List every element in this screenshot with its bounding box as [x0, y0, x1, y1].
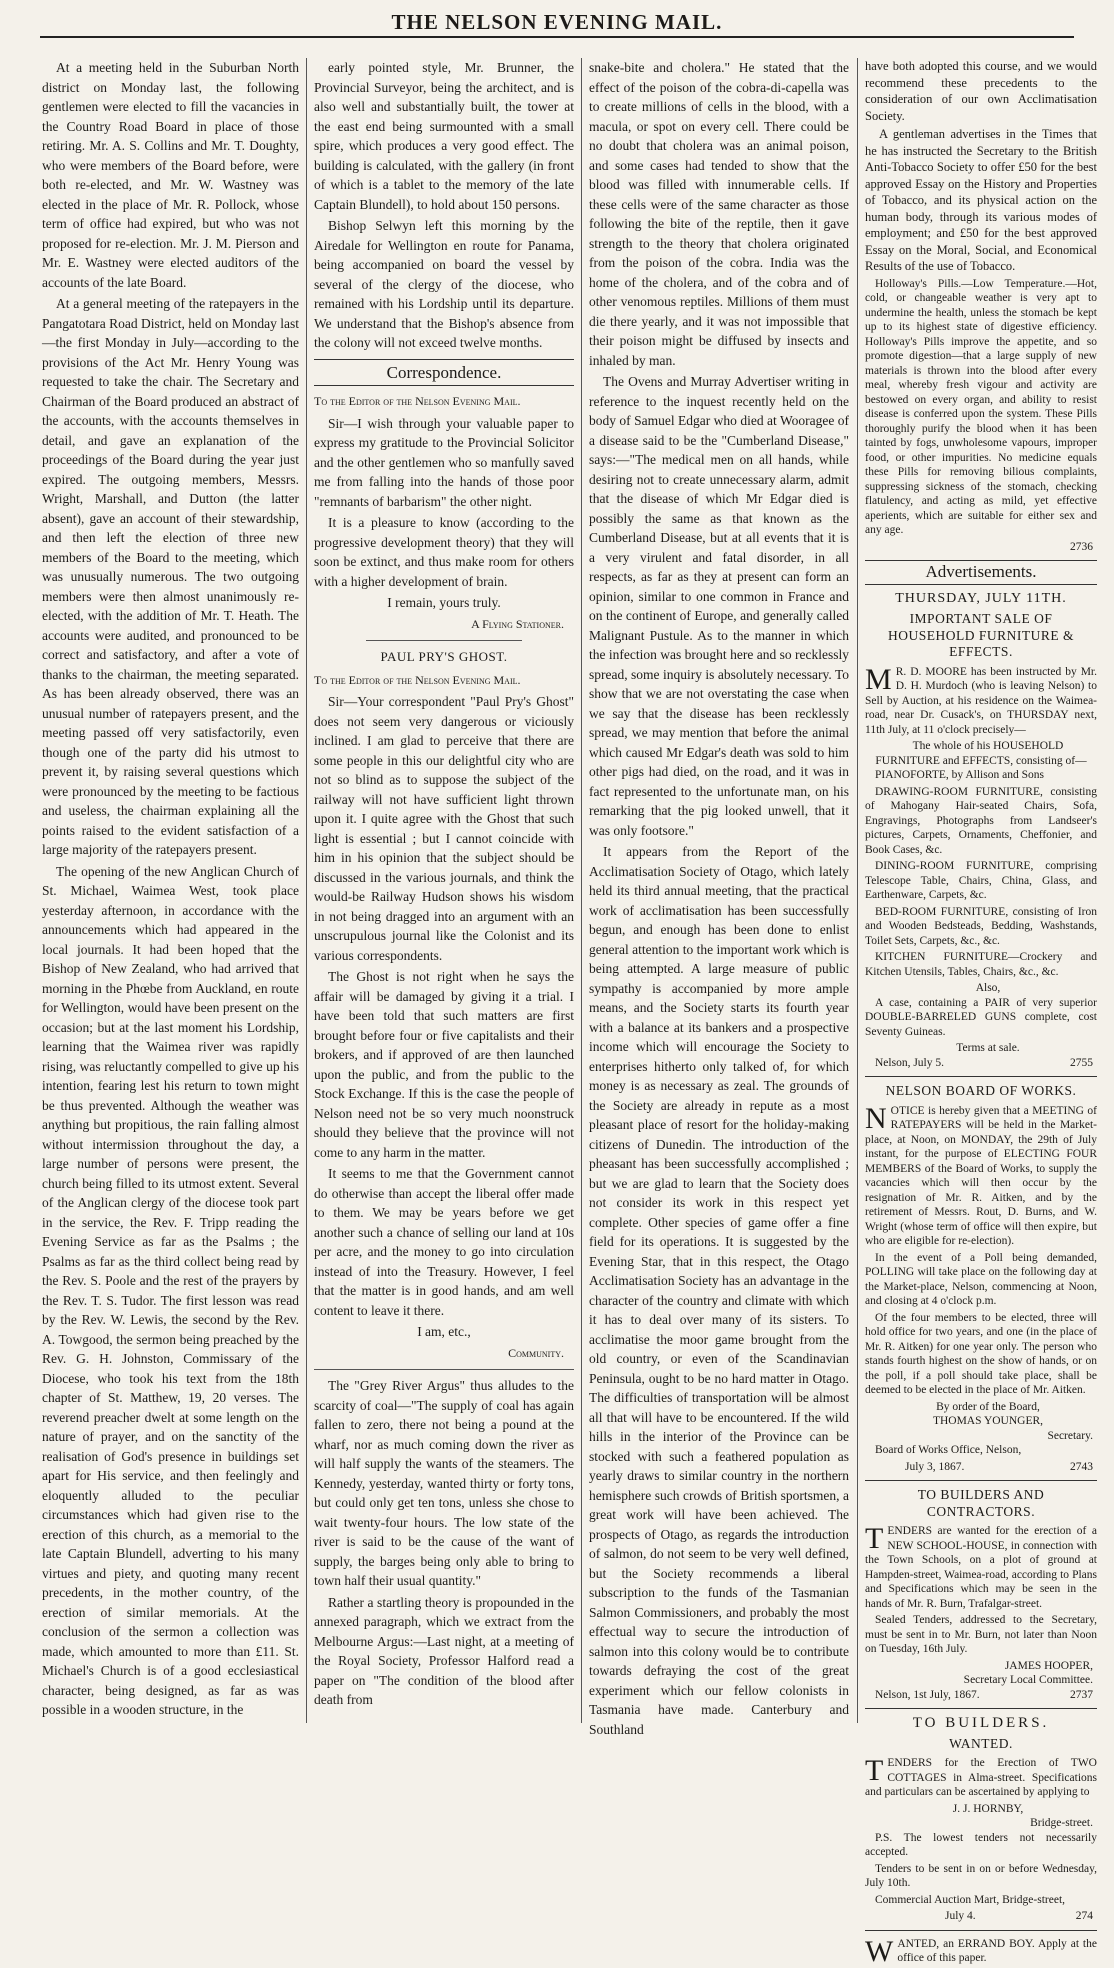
- ad-rule: [865, 1076, 1097, 1077]
- ad-line: PIANOFORTE, by Allison and Sons: [875, 769, 1044, 781]
- article-paragraph: early pointed style, Mr. Brunner, the Provincial Surveyor, being the architect, and is also well and substantially built, the tower at the east end being surmounted with a small spire, which produces a very good effect. The building is calculated, with the gallery (in front of which is a tablet to the memory of the late Captain Blundell), to hold about 150 persons.: [314, 60, 574, 212]
- ad-body: [865, 1524, 1097, 1611]
- letter-paragraph: It seems to me that the Government cannot do otherwise than accept the liberal offer made to them. We may be years before we get another such a chance of selling our land at 10s per acre, and the money to go into circulation instead of into the Treasury. However, I feel that the matter is in good hands, and am well content to leave it there.: [314, 1166, 574, 1318]
- ad-signatory: JAMES HOOPER,: [1004, 1659, 1093, 1672]
- ad-signatory: J. J. HORNBY,: [952, 1802, 1024, 1815]
- letter-paragraph: Sir—Your correspondent "Paul Pry's Ghost" does not seem very dangerous or viciously inclined. I am glad to perceive that there are some people in this our delightful city who are not so blind as to suppose the subject of the railway will not have sufficient light thrown upon it. I quite agree with the Ghost that such light is essential ; but I cannot coincide with him in his opinion that the subject should be discussed in the various journals, and think the would-be Railway Hudson shows his wisdom in not being dragged into an argument with an unscrupulous journal like the Colonist and its various correspondents.: [314, 694, 574, 963]
- ad-signatory: THOMAS YOUNGER,: [932, 1415, 1044, 1427]
- ad-body-text: OTICE is hereby given that a MEETING of RATEPAYERS will be held in the Market-place, at Noon, on MONDAY, the 29th of July instant, for the purpose of ELECTING FOUR MEMBERS of the Board of Works, to supply the vacancies which will then occur by the resignation of Mr. R. Aitken, and by the retirement of Messrs. Rout, D. Burns, and W. Wright (whose term of office will then expire, but who are eligible for re-election).: [865, 1104, 1097, 1247]
- ad-line: Of the four members to be elected, three will hold office for two years, and one (in the place of Mr. R. Aitken) for one year only. The person who stands fourth highest on the show of hands, or on the poll, if a poll should take place, shall be deemed to be elected in the place of Mr. Aitken.: [865, 1311, 1097, 1396]
- ad-body-text: ENDERS for the Erection of TWO COTTAGES in Alma-street. Specifications and particulars can be ascertained by applying to: [865, 1757, 1097, 1798]
- letter-salutation: To the Editor of the Nelson Evening Mail.: [314, 672, 521, 687]
- letter-closing: I remain, yours truly.: [387, 595, 501, 610]
- ad-body: [865, 1934, 1097, 1968]
- letter-paragraph: The Ghost is not right when he says the affair will be damaged by giving it a trial. I have been told that such matters are first brought before four or five capitalists and their brokers, and if approved of are then launched upon the public, and from the public to the Stock Exchange. If this is the case the people of Nelson need not be so very much noonstruck should they believe that the province will not come to any harm in the matter.: [314, 969, 574, 1160]
- masthead-rule: [40, 36, 1074, 38]
- ad-title: TO BUILDERS AND CONTRACTORS.: [917, 1487, 1045, 1519]
- article-paragraph: snake-bite and cholera." He stated that the effect of the poison of the cobra-di-capella was to create millions of cells in the blood, with a macula, or spot on every cell. There could be no doubt that cholera was an animal poison, and some cases had tended to show that the blood was filled with innumerable cells. If these cells were of the same character as those following the bite of the reptile, then it gave strength to the theory that cholera originated from the poison of the cobra. India was the home of the cholera, and of the cobra and of other venomous reptiles. Millions of them must die there yearly, and it was not impossible that their poison might be diffused by insects and inhaled by man.: [589, 60, 849, 368]
- article-paragraph: A gentleman advertises in the Times that he has instructed the Secretary to the British Anti-Tobacco Society to offer £50 for the best approved Essay on the History and Properties of Tobacco, and its physical action on the human body, through its various modes of employment; and £50 for the best approved Essay on the Moral, Social, and Economical Results of the use of Tobacco.: [865, 127, 1097, 273]
- article-paragraph: At a general meeting of the ratepayers in the Pangatotara Road District, held on Monday last—the first Monday in July—according to the provisions of the Act Mr. Henry Young was requested to take the chair. The Secretary and Chairman of the Board produced an abstract of the accounts, with the accounts themselves in detail, and gave an explanation of the proceedings of the Board during the year just expired. The outgoing members, Messrs. Wright, Marshall, and Dutton (the latter absent), gave an account of their stewardship, and then left the election of three new members of the Board to the meeting, which was unusually numerous. The two outgoing members were then almost unanimously re-elected, with the addition of Mr. T. Heath. The accounts were audited, and pronounced to be correct and satisfactory, and after a vote of thanks to the chairman, the meeting separated. As has been already observed, there was an unusual number of ratepayers present, and the meeting passed off very satisfactorily, even though one of the party did his utmost to prevent it, by raising several questions which were pronounced by the meeting to be factious and useless, the chairman explaining all the points raised to the evident satisfaction of a large majority of the ratepayers present.: [42, 296, 299, 857]
- ad-line: Sealed Tenders, addressed to the Secretary, must be sent in to Mr. Burn, not later than Noon on Tuesday, 16th July.: [865, 1614, 1097, 1655]
- article-paragraph: Bishop Selwyn left this morning by the Airedale for Wellington en route for Panama, being accompanied on board the vessel by several of the clergy of the diocese, who remained with his Lordship until its departure. We understand that the Bishop's absence from the colony will not exceed twelve months.: [314, 218, 574, 350]
- ad-terms: Terms at sale.: [956, 1042, 1020, 1054]
- ad-body: [865, 1101, 1097, 1249]
- ad-line: Bridge-street.: [1030, 1817, 1093, 1829]
- drop-cap: T: [865, 1754, 884, 1787]
- ad-line: In the event of a Poll being demanded, POLLING will take place on the following day at the Market-place, Nelson, commencing at Noon, and closing at 4 o'clock p.m.: [865, 1251, 1097, 1307]
- drop-cap: M: [865, 662, 892, 696]
- ad-line: KITCHEN FURNITURE—Crockery and Kitchen Utensils, Tables, Chairs, &c., &c.: [865, 951, 1097, 978]
- ad-rule: [865, 1480, 1097, 1481]
- letter-paragraph: It is a pleasure to know (according to the progressive development theory) that they will soon be extinct, and thus make room for others with a higher development of brain.: [314, 515, 574, 589]
- ad-body-text: R. D. MOORE has been instructed by Mr. D. H. Murdoch (who is leaving Nelson) to Sell by Auction, at his residence on the Waimea-road, near Dr. Cusack's, on THURSDAY next, 11th July, at 11 o'clock precisely—: [865, 665, 1097, 736]
- ad-line: P.S. The lowest tenders not necessarily accepted.: [865, 1831, 1097, 1858]
- ad-body: [865, 662, 1097, 738]
- ad-place: Nelson, 1st July, 1867.: [875, 1688, 980, 1701]
- ad-line: Also,: [975, 982, 1001, 994]
- drop-cap: N: [865, 1101, 887, 1135]
- masthead-title: THE NELSON EVENING MAIL.: [391, 10, 723, 34]
- letter-closing: I am, etc.,: [417, 1324, 471, 1339]
- column-2: [314, 58, 574, 1728]
- separator-rule: [366, 640, 522, 641]
- ad-place-date: [865, 1909, 1097, 1924]
- ad-line: By order of the Board,: [936, 1400, 1040, 1413]
- masthead: [0, 0, 1114, 40]
- article-paragraph: It appears from the Report of the Acclimatisation Society of Otago, which lately held its third annual meeting, that the practical work of acclimatisation has been successfully begun, and enough has been done to enlist general attention to the important work which is being attempted. A large measure of public sympathy is accompanied by more ample means, and the Society starts its fourth year with a balance at its bankers and a prospective income which will encourage the Society to enterprises hitherto only talked of, for which money is as necessary as zeal. The grounds of the Society are already in repute as a most pleasant place of resort for the holiday-making citizens of Dunedin. The introduction of the pheasant has been successfully accomplished ; but we are glad to learn that the Society does not consider its work in this respect yet complete. Other species of game offer a fine field for its operations. It is suggested by the Evening Star, that in this respect, the Otago Acclimatisation Society has an advantage in the character of the country and climate with which it has to deal over many of its sisters. To acclimatise the moor game brought from the old country, or even of the Scandinavian Peninsula, ought to be no hard matter in Otago. The difficulties of transportation will be almost all that will have to be encountered. If the wild hills in the interior of the Province can be stocked with such a feathered population as yearly draws to similar country in the northern hemisphere such crowds of British sportsmen, a great work will have been achieved. The prospects of Otago, as regards the introduction of salmon, do not seem to be very well defined, but the Society recommends a liberal subscription to the funds of the Tasmanian Salmon Commissioners, and probably the most effectual way to secure the introduction of salmon into this colony would be to contribute towards defraying the cost of the great experiment which our fellow colonists in Tasmania have made. Canterbury and Southland: [589, 844, 849, 1737]
- ad-title: IMPORTANT SALE OF HOUSEHOLD FURNITURE & EFFECTS.: [888, 611, 1074, 659]
- ad-number: 2737: [1070, 1688, 1093, 1701]
- article-paragraph: have both adopted this course, and we would recommend these precedents to the consideration of our own Acclimatisation Society.: [865, 59, 1097, 123]
- ad-line: Board of Works Office, Nelson,: [875, 1444, 1022, 1456]
- ad-number: 2755: [1070, 1056, 1093, 1069]
- column-3: [589, 58, 849, 1737]
- ad-line: Tenders to be sent in on or before Wednesday, July 10th.: [865, 1862, 1097, 1889]
- ad-title: TO BUILDERS.: [912, 1715, 1050, 1731]
- letter-salutation: To the Editor of the Nelson Evening Mail.: [314, 394, 521, 408]
- ad-line: A case, containing a PAIR of very superior DOUBLE-BARRELED GUNS complete, cost Seventy Guineas.: [865, 996, 1097, 1038]
- ad-subtitle: WANTED.: [949, 1735, 1013, 1751]
- ad-place-date: [865, 1056, 1097, 1071]
- ad-line: BED-ROOM FURNITURE, consisting of Iron and Wooden Bedsteads, Bedding, Washstands, Toilet Sets, Carpets, &c., &c.: [865, 905, 1097, 947]
- column-4: [865, 58, 1097, 1968]
- letter-paragraph: Sir—I wish through your valuable paper to express my gratitude to the Provincial Solicitor and the other gentlemen who so manfully saved me from falling into the hands of those poor "remnants of barbarism" the other night.: [314, 415, 574, 509]
- holloway-notice: Holloway's Pills.—Low Temperature.—Hot, cold, or changeable weather is very apt to undermine the health, unless the stomach be kept up to its highest state of digestive efficiency. Holloway's Pills improve the appetite, and so promote digestion—that a large supply of new materials is thrown into the blood after every meal, whereby fresh vigour and activity are bestowed on every organ, and ability to resist disease is conferred upon the system. These Pills thoroughly purify the blood when it has been tainted by fogs, unwholesome vapours, improper food, or other impurities. No medicine equals these Pills for removing bilious complaints, suppressing sickness of the stomach, checking flatulency, and acting as mild, yet effective aperients, which are suitable for either sex and any age.: [865, 277, 1097, 536]
- drop-cap: T: [865, 1522, 884, 1555]
- column-1: [42, 58, 299, 1728]
- letter-signature: A Flying Stationer.: [471, 616, 564, 631]
- column-divider: [581, 58, 582, 1723]
- ad-line: DRAWING-ROOM FURNITURE, consisting of Mahogany Hair-seated Chairs, Sofa, Engravings, Photographs from Landseer's pictures, Carpets, Ornaments, Cheffonier, and Book Cases, &c.: [865, 785, 1097, 856]
- ad-number: 2736: [1070, 540, 1093, 553]
- ad-line: The whole of his HOUSEHOLD FURNITURE and EFFECTS, consisting of—: [875, 740, 1087, 767]
- ad-place: Nelson, July 5.: [875, 1056, 944, 1069]
- ad-date-heading: THURSDAY, JULY 11TH.: [895, 590, 1067, 606]
- article-paragraph: The "Grey River Argus" thus alludes to the scarcity of coal—"The supply of coal has again fallen to zero, there not being a pound at the wharf, nor as much coming down the river as will half supply the wants of the steamers. The Kennedy, yesterday, wanted thirty or forty tons, but could only get ten tons, unless she chose to wait twenty-four hours. The low state of the river is said to be the cause of the want of supply, the barges being only able to bring to town half their usual quantity.": [314, 1378, 574, 1588]
- letter-title: PAUL PRY'S GHOST.: [380, 649, 508, 664]
- ad-body-text: ANTED, an ERRAND BOY. Apply at the office of this paper.: [897, 1937, 1097, 1964]
- drop-cap: W: [865, 1934, 894, 1968]
- article-paragraph: Rather a startling theory is propounded in the annexed paragraph, which we extract from the Melbourne Argus:—Last night, at a meeting of the Royal Society, Professor Halford read a paper on "The condition of the blood after death from: [314, 1594, 574, 1707]
- ad-title: NELSON BOARD OF WORKS.: [885, 1083, 1077, 1098]
- ad-line: Secretary Local Committee.: [963, 1674, 1093, 1686]
- ad-body-text: ENDERS are wanted for the erection of a NEW SCHOOL-HOUSE, in connection with the Town Schools, on a plot of ground at Hampden-street, Waimea-road, according to Plans and Specifications which may be seen in the hands of Mr. R. Burn, Trafalgar-street.: [865, 1525, 1097, 1610]
- ad-number: 274: [1075, 1910, 1093, 1922]
- ad-date: July 4.: [945, 1910, 976, 1922]
- ad-body: [865, 1756, 1097, 1800]
- article-paragraph: The opening of the new Anglican Church of St. Michael, Waimea West, took place yesterday afternoon, in accordance with the announcements which had appeared in the local journals. It had been hoped that the Bishop of New Zealand, who had arrived that morning in the Phœbe from Auckland, en route for Wellington, would have been present on the occasion; but at the last moment his Lordship, learning that the Waimea river was rapidly rising, was reluctantly compelled to give up his intention, fearing lest his return to town might be thus prevented. Although the weather was anything but propitious, the rain falling almost without intermission throughout the day, a large number of persons were present, the church being filled to its utmost extent. Several of the Anglican clergy of the diocese took part in the service, the Rev. F. Tripp reading the Evening Service as far as the Psalms ; the Psalms as far as the third collect being read by the Rev. S. Poole and the rest of the prayers by the Rev. T. S. Tudor. The first lesson was read by the Rev. W. Lewis, the second by the Rev. A. Towgood, the sermon being preached by the Rev. G. H. Johnston, Commissary of the Diocese, who took his text from the 18th chapter of St. Matthew, 19, 20 verses. The reverend preacher dwelt at some length on the nature of prayer, and on the sanctity of the realisation of God's presence in buildings set apart for His service, and then feelingly and eloquently alluded to the peculiar circumstances which had given rise to the erection of this church, as a memorial to the late Captain Blundell, adverting to his many virtues and piety, and quoting many recent precedents, in the mother country, of the erection of similar memorials. At the conclusion of the sermon a collection was made, which amounted to more than £11. St. Michael's Church is of a good ecclesiastical character, being designed, as far as was possible in a wooden structure, in the: [42, 863, 299, 1717]
- column-divider: [857, 58, 858, 1723]
- ad-number: 2743: [1070, 1460, 1093, 1473]
- ad-line: Commercial Auction Mart, Bridge-street,: [875, 1893, 1066, 1906]
- article-paragraph: At a meeting held in the Suburban North district on Monday last, the following gentlemen were elected to fill the vacancies in the Country Road Board in place of those retiring. Mr. A. S. Collins and Mr. T. Doughty, who were members of the Board before, were both re-elected, and Mr. W. Wastney was elected in the place of Mr. R. Pollock, whose term of office had expired, but who was not proposed for re-election. Mr. J. M. Pierson and Mr. E. Wastney were elected auditors of the accounts of the late Board.: [42, 60, 299, 290]
- ad-rule: [865, 1708, 1097, 1709]
- ad-date: July 3, 1867.: [905, 1460, 965, 1473]
- ad-line: DINING-ROOM FURNITURE, comprising Telescope Table, Chairs, China, Glass, and Earthenware, Carpets, &c.: [865, 860, 1097, 901]
- ad-rule: [865, 1930, 1097, 1931]
- advertisements-heading: Advertisements.: [865, 560, 1097, 585]
- ad-place-date: [865, 1460, 1097, 1475]
- column-divider: [306, 58, 307, 1723]
- ad-place-date: [865, 1688, 1097, 1703]
- correspondence-heading: Correspondence.: [314, 359, 574, 387]
- separator-rule: [314, 1369, 574, 1370]
- letter-signature: Community.: [508, 1345, 564, 1360]
- article-paragraph: The Ovens and Murray Advertiser writing in reference to the inquest recently held on the body of Samuel Edgar who died at Woorageе of a disease said to be the "Cumberland Disease," says:—"The medical men on all hands, while desiring not to create unnecessary alarm, admit that the disease of which Mr Edgar died is possibly the same as that known as the Cumberland Disease, but at all events that it is a very virulent and fatal disorder, in all respects, as far as they at present can form an opinion, similar to one common in France and on the continent of Europe, and generally called Malignant Pustule. As to the manner in which the infection was brought here and so recklessly spread, some inquiry is absolutely necessary. To show that we are not overstating the case when we say that the disease has been recklessly spread, we may mention that before the animal which caused Mr Edgar's death was sold to him other pigs had died, on the road, and it was in fact represented to the unfortunate man, on his remarking that the pig looked unwell, that it was only footsore.": [589, 374, 849, 838]
- ad-line: Secretary.: [1047, 1429, 1093, 1442]
